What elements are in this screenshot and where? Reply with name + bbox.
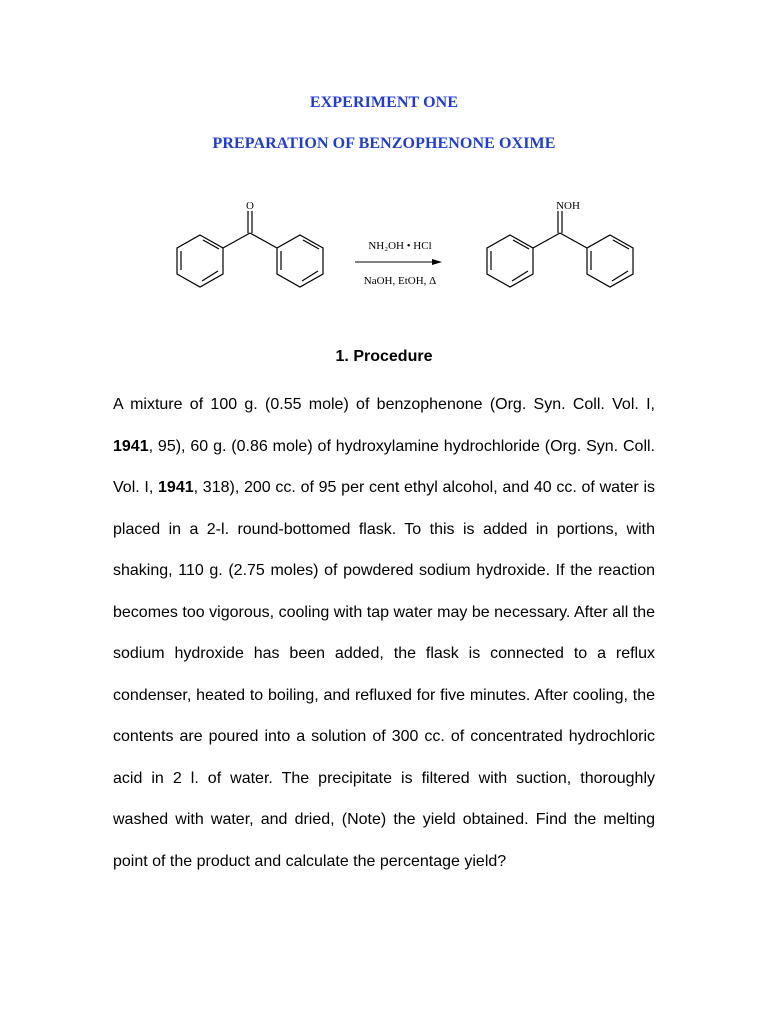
experiment-title: EXPERIMENT ONE — [309, 94, 459, 111]
reaction-arrow — [355, 259, 442, 265]
benzophenone-oxime-structure — [487, 211, 633, 287]
benzophenone-structure — [177, 211, 323, 287]
procedure-text-part-1: A mixture of 100 g. (0.55 mole) of benzophenone (Org. Syn. Coll. Vol. I, — [113, 396, 655, 413]
reaction-scheme — [160, 190, 640, 310]
section-heading: 1. Procedure — [335, 348, 433, 365]
procedure-text-part-2: , 95), 60 g. (0.86 mole) of hydroxylamine hydrochloride (Org. Syn. Coll. Vol. I, — [113, 437, 655, 496]
procedure-year-2: 1941 — [158, 479, 194, 496]
reagent-below-label: NaOH, EtOH, Δ — [363, 275, 437, 287]
experiment-subtitle: PREPARATION OF BENZOPHENONE OXIME — [212, 135, 556, 152]
reagent-above-label: NH₂OH • HCl — [368, 240, 432, 252]
carbonyl-oxygen-label: O — [246, 200, 254, 212]
procedure-paragraph — [113, 384, 655, 882]
procedure-year-1: 1941 — [113, 437, 149, 455]
procedure-text-part-3: , 318), 200 cc. of 95 per cent ethyl alcohol, and 40 cc. of water is placed in a 2-l. round-bottomed flask. To this is added in portions, with shaking, 110 g. (2.75 moles) of powdered sodium hydroxide. If the reaction becomes too vigorous, cooling with tap water may be necessary. After all the sodium hydroxide has been added, the flask is connected to a reflux condenser, heated to boiling, and refluxed for five minutes. After cooling, the contents are poured into a solution of 300 cc. of concentrated hydrochloric acid in 2 l. of water. The precipitate is filtered with suction, thoroughly washed with water, and dried, (Note) the yield obtained. Find the melting point of the product and calculate the percentage yield? — [113, 479, 655, 870]
oxime-noh-label: NOH — [556, 200, 580, 212]
